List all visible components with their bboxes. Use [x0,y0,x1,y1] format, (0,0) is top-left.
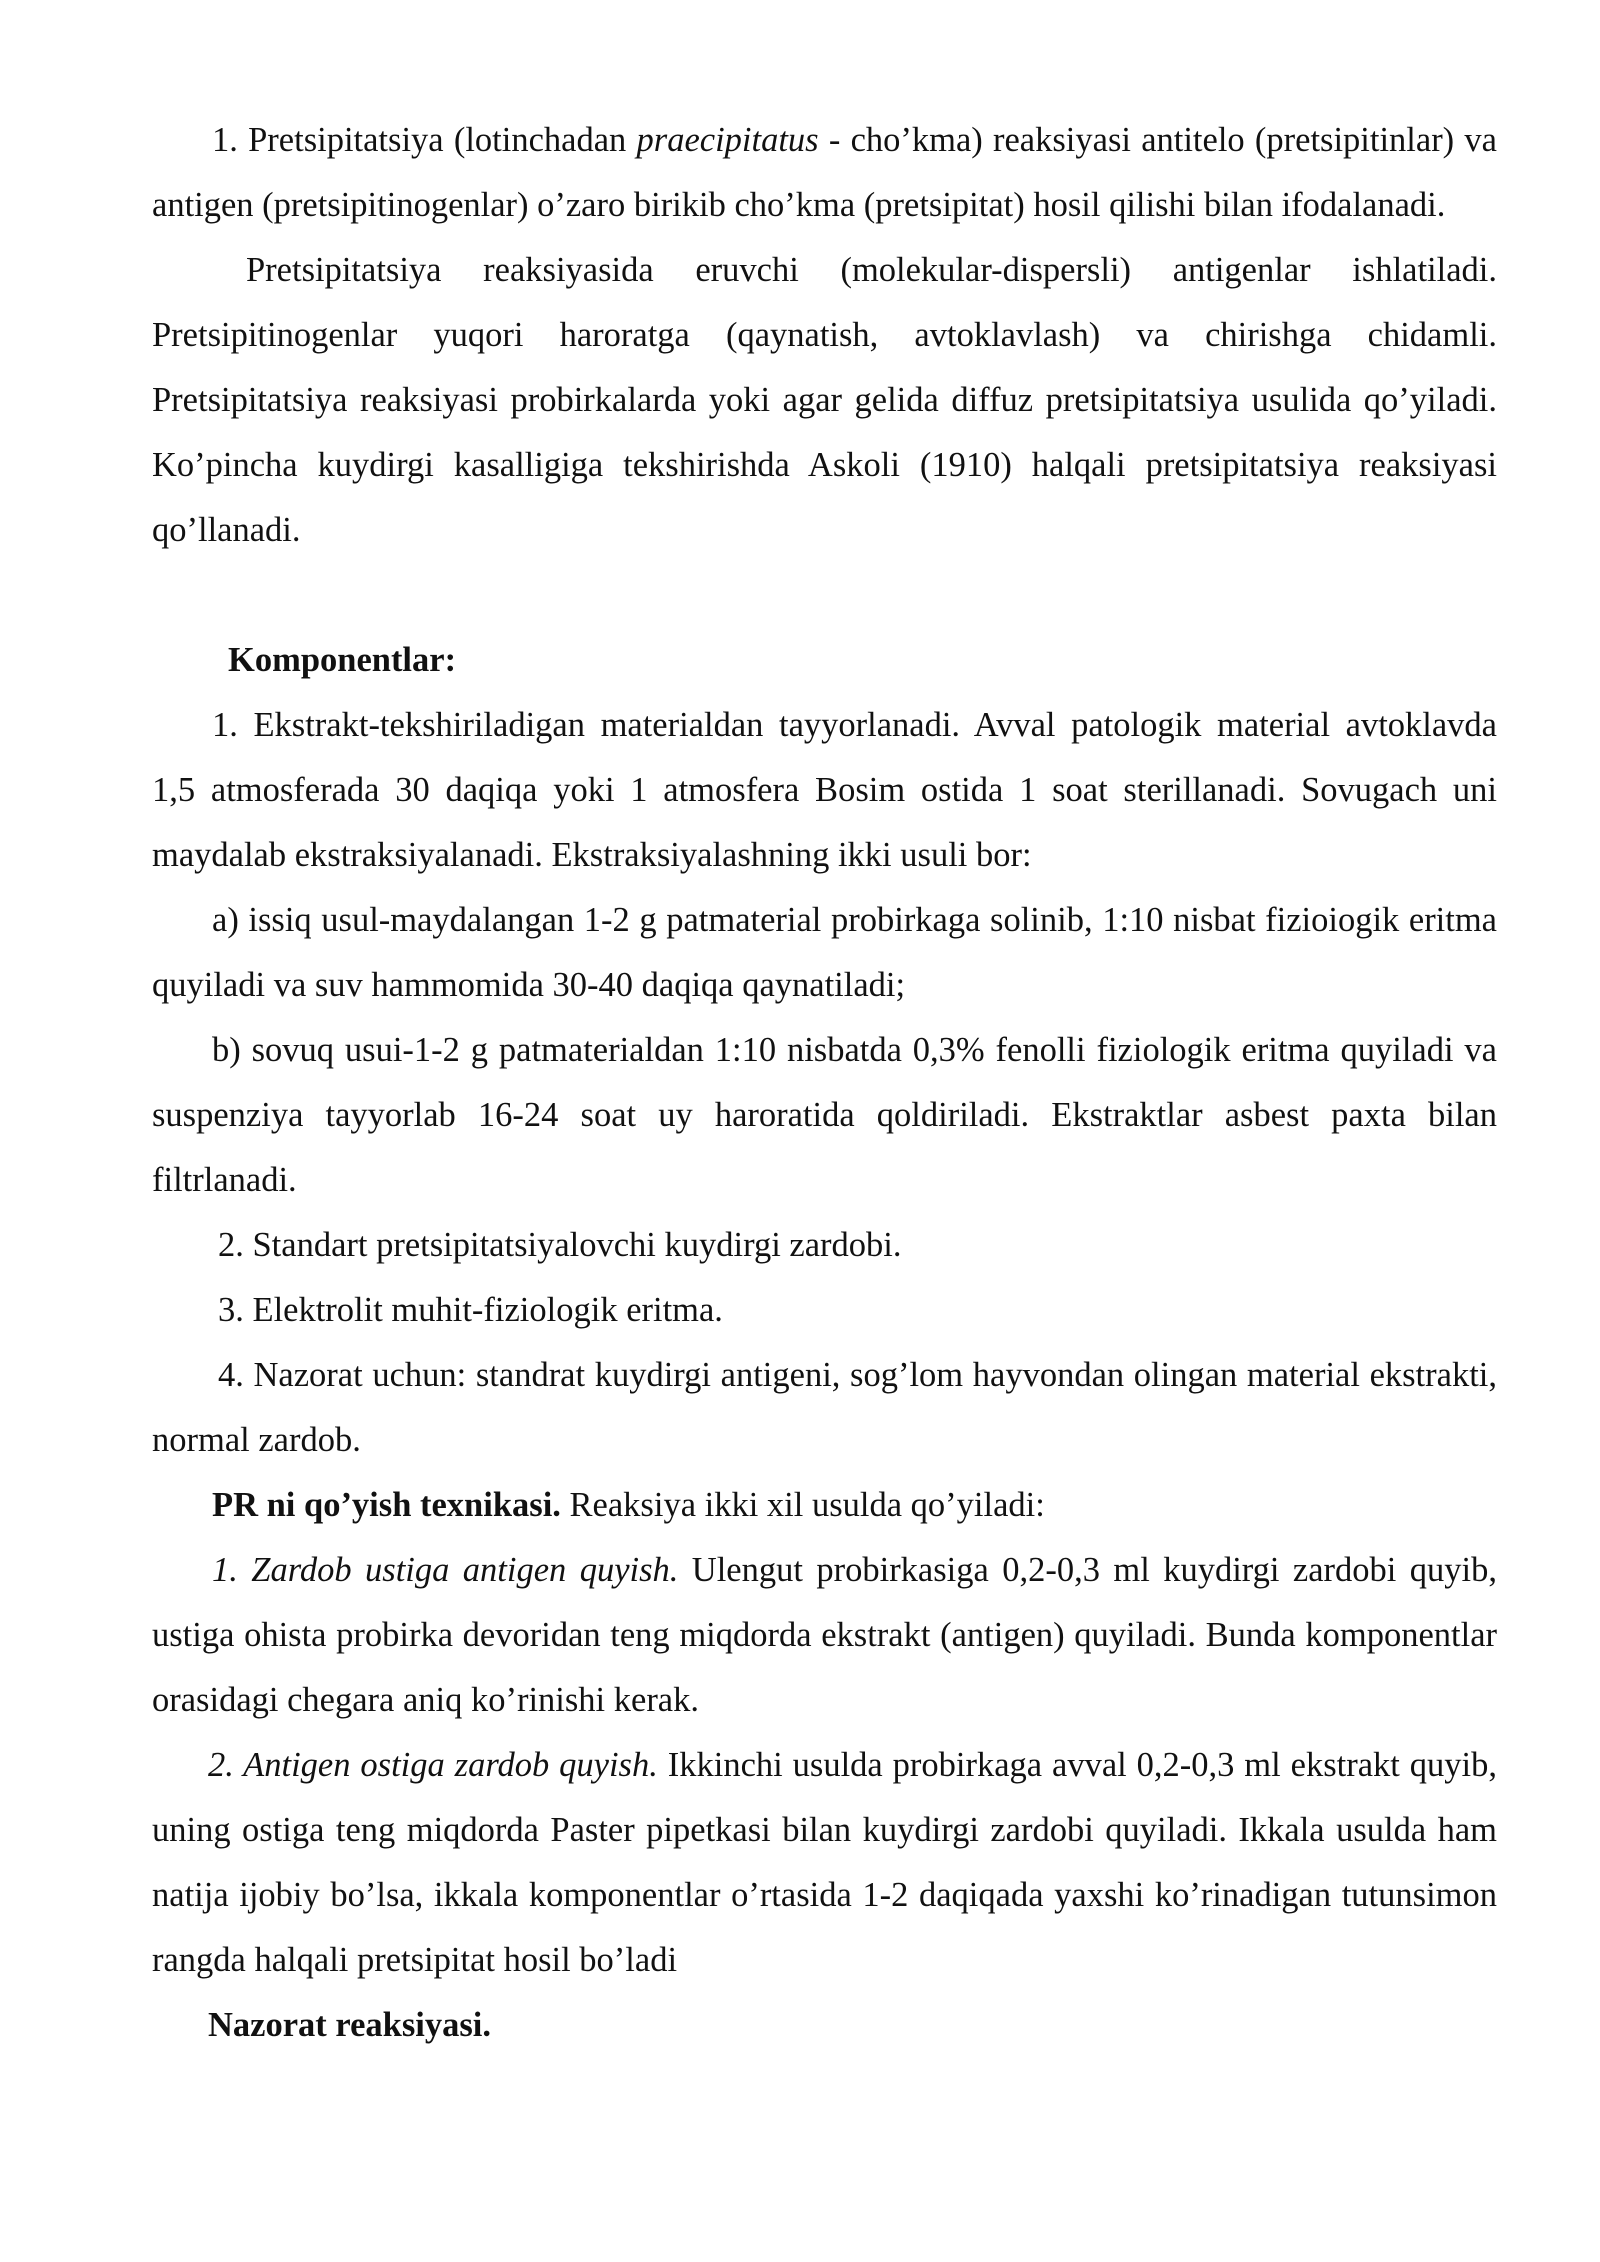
method-2-title: 2. Antigen ostiga zardob quyish. [208,1746,658,1784]
technique-heading: PR ni qo’yish texnikasi. [212,1486,561,1524]
intro-p1-end: - cho’kma) reaksiyasi antitelo (pretsipitinlar) va antigen (pretsipitinogenlar) o’zaro birikib cho’kma (pretsipitat) hosil qilishi bilan ifodalanadi. [152,121,1497,224]
method-2-text: Ikkinchi usulda probirkaga avval 0,2-0,3 ml ekstrakt quyib, uning ostiga teng miqdorda Paster pipetkasi bilan kuydirgi zardobi quyiladi. Ikkala usulda ham natija ijobiy bo’lsa, ikkala komponentlar o’rtasida 1-2 daqiqada yaxshi ko’rinadigan tutunsimon rangda halqali pretsipitat hosil bo’ladi [152,1746,1497,1979]
control-paragraph [152,1993,1497,2058]
method-1-title: 1. Zardob ustiga antigen quyish. [212,1551,679,1589]
intro-p1-start: 1. Pretsipitatsiya (lotinchadan [212,121,637,159]
intro-paragraph-2: Pretsipitatsiya reaksiyasida eruvchi (molekular-dispersli) antigenlar ishlatiladi. Pretsipitinogenlar yuqori haroratga (qaynatish, avtoklavlash) va chirishga chidamli. Pretsipitatsiya reaksiyasi probirkalarda yoki agar gelida diffuz pretsipitatsiya usulida qo’yiladi. Ko’pincha kuydirgi kasalligiga tekshirishda Askoli (1910) halqali pretsipitatsiya reaksiyasi qo’llanadi. [152,251,1497,549]
method-2-paragraph [152,1733,1497,1993]
component-item-4: 4. Nazorat uchun: standrat kuydirgi antigeni, sog’lom hayvondan olingan material ekstrakti, normal zardob. [152,1356,1497,1459]
method-1-paragraph [152,1538,1497,1733]
components-heading: Komponentlar: [228,641,457,679]
technique-intro: Reaksiya ikki xil usulda qo’yiladi: [560,1486,1045,1524]
component-item-1a: a) issiq usul-maydalangan 1-2 g patmaterial probirkaga solinib, 1:10 nisbat fizioiogik eritma quyiladi va suv hammomida 30-40 daqiqa qaynatiladi; [152,901,1497,1004]
document-page [152,108,1497,2058]
latin-term: praecipitatus [636,121,819,159]
component-item-1b: b) sovuq usui-1-2 g patmaterialdan 1:10 nisbatda 0,3% fenolli fiziologik eritma quyiladi va suspenziya tayyorlab 16-24 soat uy haroratida qoldiriladi. Ekstraktlar asbest paxta bilan filtrlanadi. [152,1031,1497,1199]
intro-paragraph-1 [152,108,1497,238]
technique-paragraph [152,1473,1497,1538]
section-spacer [152,563,1497,628]
component-item-3: 3. Elektrolit muhit-fiziologik eritma. [218,1291,723,1329]
component-item-2: 2. Standart pretsipitatsiyalovchi kuydirgi zardobi. [218,1226,902,1264]
control-heading: Nazorat reaksiyasi. [208,2006,491,2044]
component-item-1: 1. Ekstrakt-tekshiriladigan materialdan tayyorlanadi. Avval patologik material avtoklavda 1,5 atmosferada 30 daqiqa yoki 1 atmosfera Bosim ostida 1 soat sterillanadi. Sovugach uni maydalab ekstraksiyalanadi. Ekstraksiyalashning ikki usuli bor: [152,706,1497,874]
method-1-text: Ulengut probirkasiga 0,2-0,3 ml kuydirgi zardobi quyib, ustiga ohista probirka devoridan teng miqdorda ekstrakt (antigen) quyiladi. Bunda komponentlar orasidagi chegara aniq ko’rinishi kerak. [152,1551,1497,1719]
